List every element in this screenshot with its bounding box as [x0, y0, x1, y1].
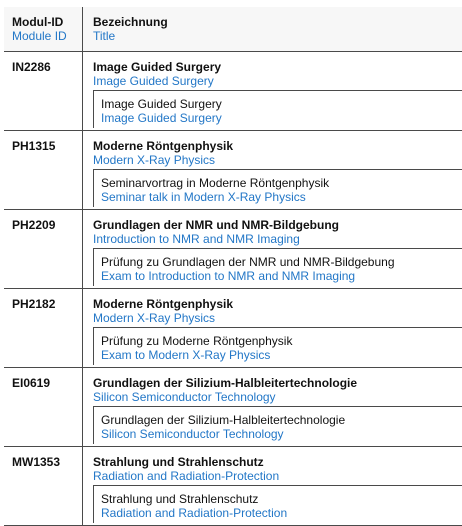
module-row: [4, 288, 462, 367]
module-row: [4, 367, 462, 446]
module-title-en: Introduction to NMR and NMR Imaging: [93, 232, 300, 246]
module-title-block: [83, 131, 462, 169]
module-name-cell: [83, 447, 462, 525]
header-name-cell: [83, 7, 462, 51]
table-header: [4, 7, 462, 51]
submodule-title-en: Radiation and Radiation-Protection: [101, 506, 288, 520]
submodule-block: [93, 406, 462, 444]
module-id: IN2286: [12, 60, 51, 74]
module-name-cell: [83, 52, 462, 130]
module-id-cell: [4, 52, 83, 130]
header-name-de: Bezeichnung: [93, 15, 168, 29]
module-title-de: Image Guided Surgery: [93, 60, 222, 74]
submodule-title-de: Prüfung zu Grundlagen der NMR und NMR-Bildgebung: [101, 255, 395, 269]
module-id: PH2182: [12, 297, 56, 311]
submodule-block: [93, 327, 462, 365]
module-name-cell: [83, 289, 462, 367]
module-title-block: [83, 447, 462, 485]
submodule-title-en: Image Guided Surgery: [101, 111, 222, 125]
module-id-cell: [4, 131, 83, 209]
module-title-en: Image Guided Surgery: [93, 74, 214, 88]
module-title-de: Moderne Röntgenphysik: [93, 297, 234, 311]
submodule-title-en: Exam to Modern X-Ray Physics: [101, 348, 271, 362]
module-row: [4, 209, 462, 288]
module-id-cell: [4, 447, 83, 525]
module-title-en: Silicon Semiconductor Technology: [93, 390, 276, 404]
submodule-title-de: Image Guided Surgery: [101, 97, 222, 111]
module-title-de: Strahlung und Strahlenschutz: [93, 455, 264, 469]
submodule-title-de: Prüfung zu Moderne Röntgenphysik: [101, 334, 293, 348]
module-id-cell: [4, 289, 83, 367]
submodule-block: [93, 90, 462, 128]
submodule-title-de: Seminarvortrag in Moderne Röntgenphysik: [101, 176, 330, 190]
module-row: [4, 51, 462, 130]
header-id-de: Modul-ID: [12, 15, 64, 29]
module-id: PH2209: [12, 218, 56, 232]
submodule-title-de: Strahlung und Strahlenschutz: [101, 492, 259, 506]
module-name-cell: [83, 368, 462, 446]
module-title-block: [83, 289, 462, 327]
submodule-title-en: Seminar talk in Modern X-Ray Physics: [101, 190, 306, 204]
module-title-en: Modern X-Ray Physics: [93, 311, 216, 325]
submodule-title-en: Silicon Semiconductor Technology: [101, 427, 284, 441]
submodule-title-de: Grundlagen der Silizium-Halbleitertechnologie: [101, 413, 346, 427]
header-name-en: Title: [93, 29, 116, 43]
module-title-block: [83, 368, 462, 406]
header-id-en: Module ID: [12, 29, 67, 43]
module-title-block: [83, 52, 462, 90]
module-name-cell: [83, 210, 462, 288]
module-title-de: Grundlagen der Silizium-Halbleitertechnologie: [93, 376, 358, 390]
submodule-block: [93, 169, 462, 207]
module-title-block: [83, 210, 462, 248]
submodule-block: [93, 485, 462, 523]
module-id: MW1353: [12, 455, 61, 469]
module-row: [4, 446, 462, 525]
module-row: [4, 130, 462, 209]
module-id-cell: [4, 210, 83, 288]
submodule-block: [93, 248, 462, 286]
module-title-en: Radiation and Radiation-Protection: [93, 469, 280, 483]
submodule-title-en: Exam to Introduction to NMR and NMR Imaging: [101, 269, 356, 283]
module-id-cell: [4, 368, 83, 446]
header-id-cell: [4, 7, 83, 51]
module-id: EI0619: [12, 376, 51, 390]
module-title-de: Grundlagen der NMR und NMR-Bildgebung: [93, 218, 339, 232]
module-name-cell: [83, 131, 462, 209]
module-title-en: Modern X-Ray Physics: [93, 153, 216, 167]
module-title-de: Moderne Röntgenphysik: [93, 139, 234, 153]
module-id: PH1315: [12, 139, 56, 153]
module-table: [4, 7, 462, 526]
